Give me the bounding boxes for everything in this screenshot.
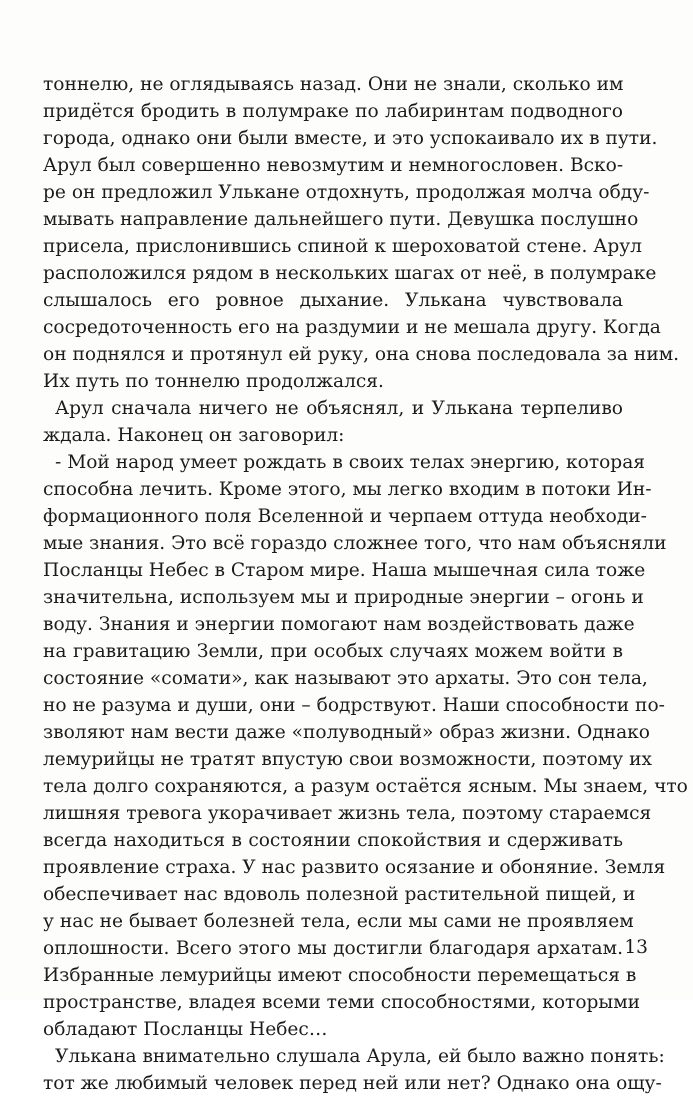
paragraph: [43, 71, 680, 395]
text-line: пространстве, владея всеми теми способностями, которыми: [43, 992, 641, 1013]
text-line: формационного поля Вселенной и черпаем оттуда необходи-: [43, 506, 647, 527]
text-line: города, однако они были вместе, и это успокаивало их в пути.: [43, 128, 658, 149]
text-line: лишняя тревога укорачивает жизнь тела, поэтому стараемся: [43, 803, 652, 824]
text-line: на гравитацию Земли, при особых случаях можем войти в: [43, 641, 623, 662]
text-line: расположился рядом в нескольких шагах от неё, в полумраке: [43, 263, 657, 284]
page-number: 13: [624, 937, 648, 958]
text-line: тот же любимый человек перед ней или нет? Однако она ощу-: [43, 1073, 662, 1094]
text-line: обеспечивает нас вдоволь полезной растительной пищей, и: [43, 884, 636, 905]
text-line: способна лечить. Кроме этого, мы легко входим в потоки Ин-: [43, 479, 652, 500]
text-line: Улькана внимательно слушала Арула, ей было важно понять:: [55, 1046, 665, 1067]
text-line: у нас не бывает болезней тела, если мы сами не проявляем: [43, 911, 634, 932]
text-line: придётся бродить в полумраке по лабиринтам подводного: [43, 101, 623, 122]
text-line: ждала. Наконец он заговорил:: [43, 425, 345, 446]
text-line: тела долго сохраняются, а разум остаётся ясным. Мы знаем, что: [43, 776, 688, 797]
text-line: Их путь по тоннелю продолжался.: [43, 371, 384, 392]
text-line: состояние «сомати», как называют это архаты. Это сон тела,: [43, 668, 648, 689]
text-line: Избранные лемурийцы имеют способности перемещаться в: [43, 965, 637, 986]
text-line: - Мой народ умеет рождать в своих телах энергию, которая: [55, 452, 646, 473]
text-line: зволяют нам вести даже «полуводный» образ жизни. Однако: [43, 722, 650, 743]
paragraph: [43, 395, 623, 449]
text-line: ре он предложил Улькане отдохнуть, продолжая молча обду-: [43, 182, 650, 203]
text-line: мывать направление дальнейшего пути. Девушка послушно: [43, 209, 639, 230]
text-line: тоннелю, не оглядываясь назад. Они не знали, сколько им: [43, 74, 624, 95]
paragraph: [43, 1043, 665, 1097]
text-line: лемурийцы не тратят впустую свои возможности, поэтому их: [43, 749, 653, 770]
text-line: сосредоточенность его на раздумии и не мешала другу. Когда: [43, 317, 661, 338]
text-line: обладают Посланцы Небес…: [43, 1019, 328, 1040]
text-line: Арул был совершенно невозмутим и немногословен. Вско-: [43, 155, 624, 176]
text-line: мые знания. Это всё гораздо сложнее того, что нам объясняли: [43, 533, 667, 554]
text-line: он поднялся и протянул ей руку, она снова последовала за ним.: [43, 344, 680, 365]
text-line: слышалось его ровное дыхание. Улькана чувствовала: [43, 290, 623, 311]
text-line: Посланцы Небес в Старом мире. Наша мышечная сила тоже: [43, 560, 646, 581]
text-line: но не разума и души, они – бодрствуют. Наши способности по-: [43, 695, 665, 716]
text-line: значительна, используем мы и природные энергии – огонь и: [43, 587, 644, 608]
text-line: присела, прислонившись спиной к шероховатой стене. Арул: [43, 236, 642, 257]
text-line: оплошности. Всего этого мы достигли благодаря архатам.: [43, 938, 623, 959]
text-line: проявление страха. У нас развито осязание и обоняние. Земля: [43, 857, 666, 878]
text-line: всегда находиться в состоянии спокойствия и сдерживать: [43, 830, 623, 851]
text-line: Арул сначала ничего не объяснял, и Улькана терпеливо: [55, 398, 623, 419]
text-line: воду. Знания и энергии помогают нам воздействовать даже: [43, 614, 635, 635]
